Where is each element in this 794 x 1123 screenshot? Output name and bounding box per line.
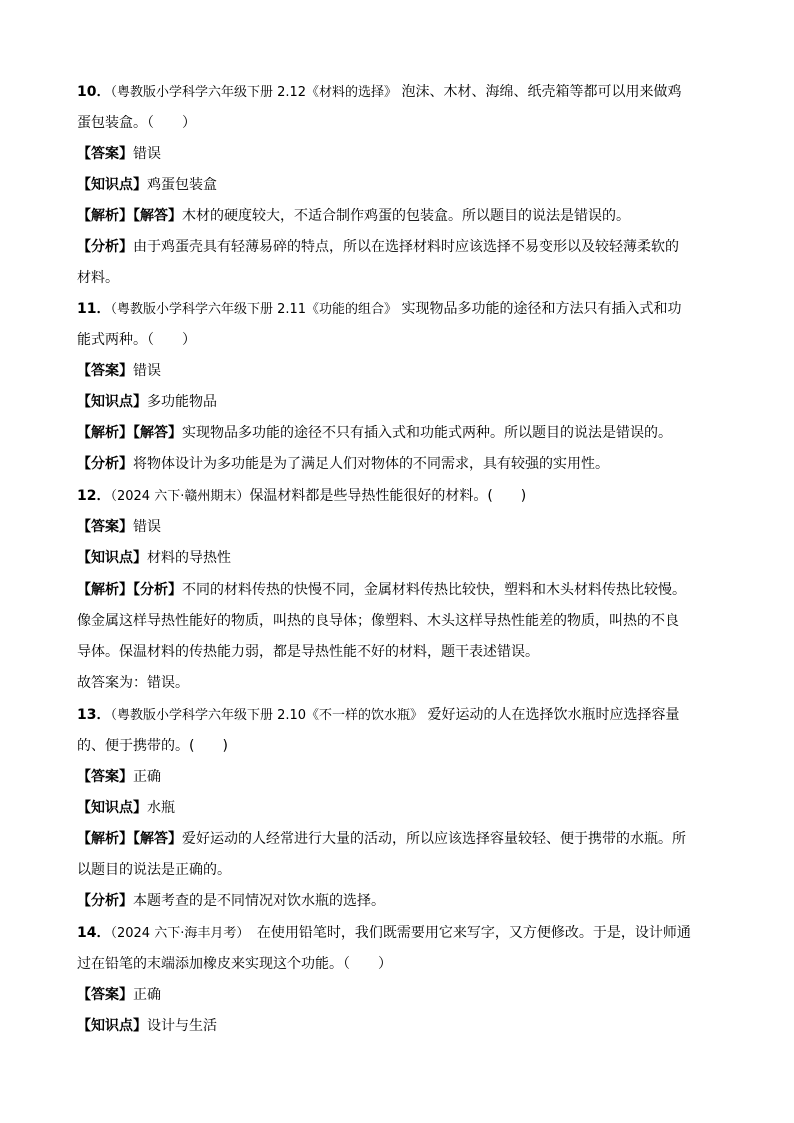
knowledge-point-row [77,798,727,818]
answer-row [77,144,727,164]
question-13-stem-cont [77,736,727,756]
question-text: 过在铅笔的末端添加橡皮来实现这个功能。（ ） [77,956,392,972]
review-row [77,454,727,474]
question-number: 12． [77,488,111,504]
knowledge-point-value: 材料的导热性 [147,550,231,566]
knowledge-point-label: 【知识点】 [77,177,147,193]
question-text: 实现物品多功能的途径和方法只有插入式和功 [397,301,682,317]
answer-value: 错误 [133,519,161,535]
answer-row [77,985,727,1005]
knowledge-point-label: 【知识点】 [77,550,147,566]
review-row [77,237,727,257]
analysis-text: 实现物品多功能的途径不只有插入式和功能式两种。所以题目的说法是错误的。 [182,425,672,441]
review-text: 材料。 [77,270,119,286]
knowledge-point-row [77,1016,727,1036]
question-text: 在使用铅笔时，我们既需要用它来写字，又方便修改。于是，设计师通 [242,925,691,941]
question-10-stem-cont [77,113,727,133]
answer-label: 【答案】 [77,146,133,162]
question-14-stem-cont [77,954,727,974]
question-number: 11． [77,301,111,317]
question-source: （2024 六下·赣州期末） [110,489,250,504]
answer-row [77,517,727,537]
analysis-text: 木材的硬度较大，不适合制作鸡蛋的包装盒。所以题目的说法是错误的。 [182,208,630,224]
answer-label: 【答案】 [77,519,133,535]
analysis-row-cont [77,611,727,631]
answer-row [77,767,727,787]
review-label: 【分析】 [77,239,133,255]
answer-value: 错误 [133,146,161,162]
answer-label: 【答案】 [77,769,133,785]
question-text: 蛋包装盒。（ ） [77,115,196,131]
analysis-row [77,829,727,849]
knowledge-point-row [77,175,727,195]
question-source: （2024 六下·海丰月考） [110,926,243,941]
question-number: 14． [77,925,111,941]
answer-label: 【答案】 [77,363,133,379]
analysis-label: 【解析】【解答】 [77,831,182,847]
answer-value: 错误 [133,363,161,379]
question-source: （粤教版小学科学六年级下册 2.10《不一样的饮水瓶》 [110,708,424,723]
review-text: 将物体设计为多功能是为了满足人们对物体的不同需求，具有较强的实用性。 [133,456,609,472]
question-source: （粤教版小学科学六年级下册 2.11《功能的组合》 [110,302,398,317]
question-text: 保温材料都是些导热性能很好的材料。( ) [249,488,527,504]
analysis-text: 像金属这样导热性能好的物质，叫热的良导体；像塑料、木头这样导热性能差的物质，叫热的不良 [77,613,679,629]
analysis-text: 以题目的说法是正确的。 [77,862,231,878]
review-text: 本题考查的是不同情况对饮水瓶的选择。 [133,893,385,909]
review-text: 由于鸡蛋壳具有轻薄易碎的特点，所以在选择材料时应该选择不易变形以及较轻薄柔软的 [133,239,679,255]
analysis-text: 导体。保温材料的传热能力弱，都是导热性能不好的材料，题干表述错误。 [77,644,539,660]
question-text: 爱好运动的人在选择饮水瓶时应选择容量 [423,707,680,723]
analysis-row-cont [77,860,727,880]
analysis-label: 【解析】【分析】 [77,582,182,598]
analysis-row [77,580,727,600]
answer-row [77,361,727,381]
analysis-row [77,206,727,226]
question-text: 能式两种。（ ） [77,332,196,348]
answer-label: 【答案】 [77,987,133,1003]
question-13-stem [77,705,727,725]
question-number: 10． [77,84,111,100]
review-row-cont [77,268,727,288]
question-11-stem-cont [77,330,727,350]
question-text: 的、便于携带的。( ) [77,738,228,754]
analysis-label: 【解析】【解答】 [77,425,182,441]
analysis-text: 爱好运动的人经常进行大量的活动，所以应该选择容量较轻、便于携带的水瓶。所 [182,831,686,847]
analysis-label: 【解析】【解答】 [77,208,182,224]
analysis-row-cont [77,642,727,662]
final-answer [77,673,727,693]
question-14-stem [77,923,727,943]
knowledge-point-value: 鸡蛋包装盒 [147,177,217,193]
question-source: （粤教版小学科学六年级下册 2.12《材料的选择》 [110,85,398,100]
question-11-stem [77,299,727,319]
knowledge-point-value: 设计与生活 [147,1018,217,1034]
knowledge-point-value: 水瓶 [147,800,175,816]
answer-value: 正确 [133,769,161,785]
question-text: 泡沫、木材、海绵、纸壳箱等都可以用来做鸡 [397,84,682,100]
knowledge-point-label: 【知识点】 [77,394,147,410]
final-answer-text: 故答案为：错误。 [77,675,189,691]
question-12-stem [77,486,727,506]
knowledge-point-value: 多功能物品 [147,394,217,410]
knowledge-point-label: 【知识点】 [77,1018,147,1034]
knowledge-point-label: 【知识点】 [77,800,147,816]
knowledge-point-row [77,548,727,568]
review-row [77,891,727,911]
question-number: 13． [77,707,111,723]
answer-value: 正确 [133,987,161,1003]
question-10-stem [77,82,727,102]
analysis-row [77,423,727,443]
knowledge-point-row [77,392,727,412]
analysis-text: 不同的材料传热的快慢不同，金属材料传热比较快，塑料和木头材料传热比较慢。 [182,582,686,598]
review-label: 【分析】 [77,456,133,472]
review-label: 【分析】 [77,893,133,909]
